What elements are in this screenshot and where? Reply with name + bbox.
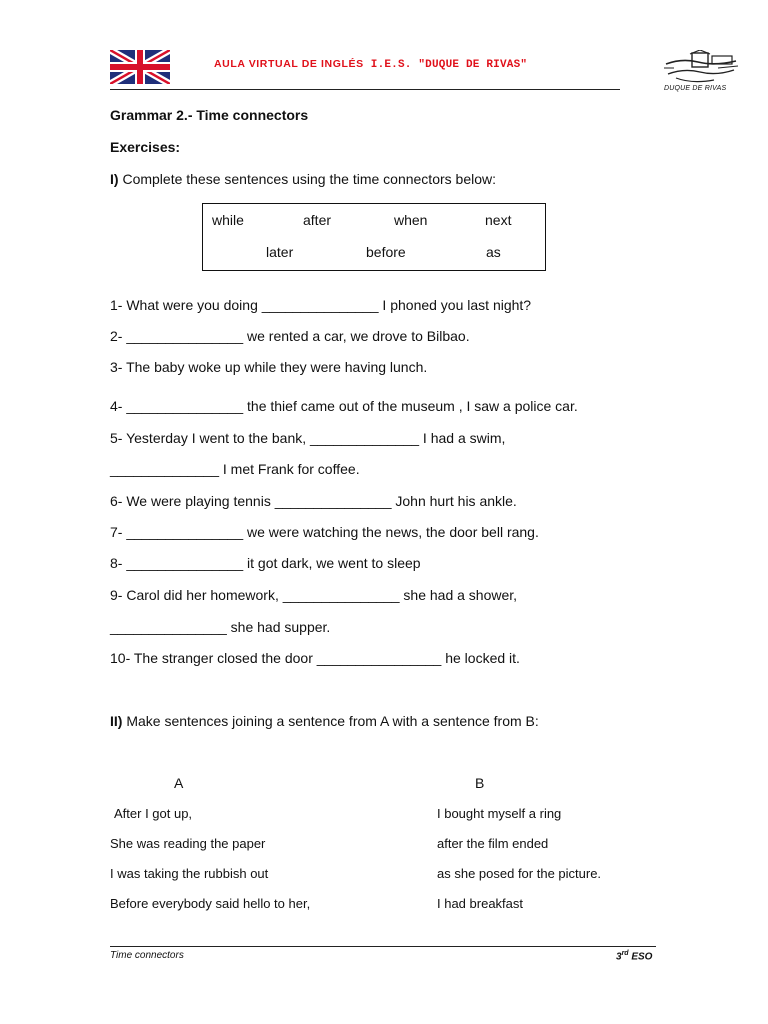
section-2-instruction	[110, 713, 539, 729]
header-title	[214, 58, 527, 71]
footer-grade	[616, 950, 652, 962]
column-a-heading: A	[174, 775, 184, 791]
exercise-sentence: 8- _______________ it got dark, we went to sleep	[110, 555, 421, 571]
section-1-instruction	[110, 171, 496, 187]
connector-word: later	[266, 244, 294, 260]
exercise-sentence: ______________ I met Frank for coffee.	[110, 461, 360, 477]
section-2-label: II)	[110, 713, 123, 729]
header-title-a: AULA VIRTUAL DE INGLÉS	[214, 58, 364, 70]
footer-grade-suffix: rd	[621, 950, 629, 957]
exercise-sentence: 1- What were you doing _______________ I phoned you last night?	[110, 297, 532, 313]
connector-word: after	[303, 212, 332, 228]
connector-word: before	[366, 244, 406, 260]
column-a-item: Before everybody said hello to her,	[110, 896, 311, 911]
column-b-item: as she posed for the picture.	[437, 866, 602, 881]
footer-grade-number: 3	[616, 951, 622, 963]
footer-topic: Time connectors	[110, 950, 184, 961]
column-a-item: I was taking the rubbish out	[110, 866, 269, 881]
header-title-school: I.E.S. "DUQUE DE RIVAS"	[370, 59, 528, 71]
connector-word: when	[394, 212, 428, 228]
column-a-item: She was reading the paper	[110, 836, 266, 851]
column-b-item: I had breakfast	[437, 896, 523, 911]
exercise-sentence: 5- Yesterday I went to the bank, ______________ I had a swim,	[110, 430, 506, 446]
footer-grade-course: ESO	[628, 951, 653, 963]
exercise-sentence: _______________ she had supper.	[110, 619, 331, 635]
connector-word: next	[485, 212, 512, 228]
logo-caption: DUQUE DE RIVAS	[664, 85, 727, 92]
exercise-sentence: 6- We were playing tennis _______________ John hurt his ankle.	[110, 493, 517, 509]
exercise-sentence: 9- Carol did her homework, _______________ she had a shower,	[110, 587, 518, 603]
exercises-label: Exercises:	[110, 139, 181, 155]
section-2-instruction-text: Make sentences joining a sentence from A with a sentence from B:	[122, 713, 539, 729]
column-b-item: I bought myself a ring	[437, 806, 562, 821]
column-a-item: After I got up,	[114, 806, 193, 821]
exercise-sentence: 3- The baby woke up while they were having lunch.	[110, 359, 428, 375]
exercise-sentence: 10- The stranger closed the door ________________ he locked it.	[110, 650, 520, 666]
uk-flag-icon	[110, 50, 170, 84]
exercise-sentence: 4- _______________ the thief came out of the museum , I saw a police car.	[110, 398, 578, 414]
exercise-sentence: 7- _______________ we were watching the news, the door bell rang.	[110, 524, 539, 540]
section-1-label: I)	[110, 171, 119, 187]
footer-divider	[110, 946, 656, 947]
exercise-sentence: 2- _______________ we rented a car, we drove to Bilbao.	[110, 328, 470, 344]
connector-word: while	[212, 212, 244, 228]
header-divider	[110, 89, 620, 90]
connector-word: as	[486, 244, 501, 260]
column-b-item: after the film ended	[437, 836, 549, 851]
document-title: Grammar 2.- Time connectors	[110, 107, 309, 123]
column-b-heading: B	[475, 775, 485, 791]
section-1-instruction-text: Complete these sentences using the time connectors below:	[118, 171, 496, 187]
